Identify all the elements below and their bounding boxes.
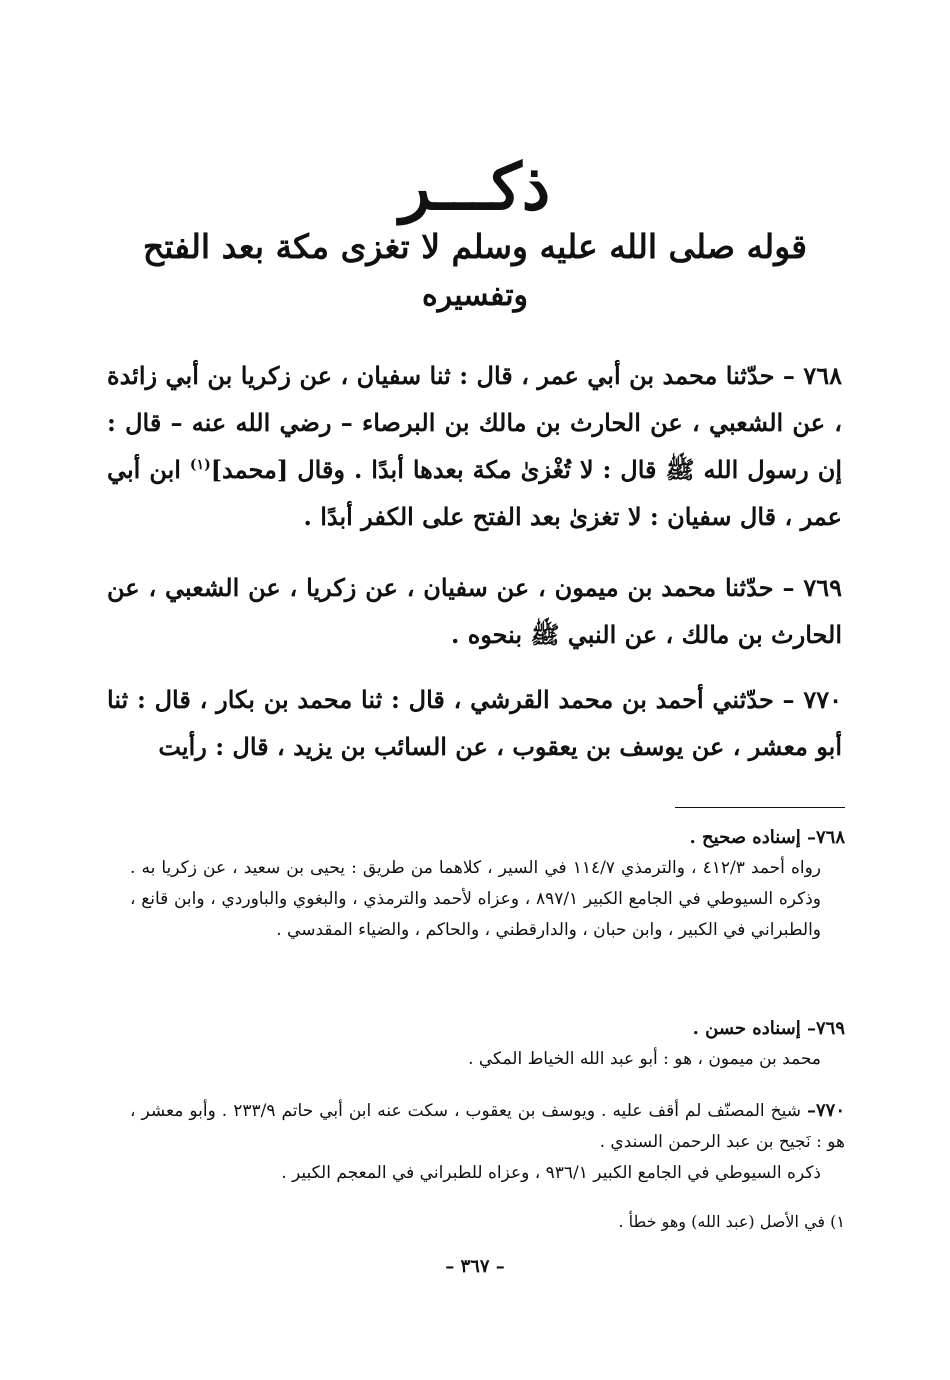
- hadith-text: حدّثنا محمد بن أبي عمر ، قال : ثنا سفيان ، عن زكريا بن أبي زائدة ، عن الشعبي ، عن الحارث بن مالك بن البرصاء – رضي الله عنه – قال : إن رسول الله ﷺ قال : لا تُغْزىٰ مكة بعدها أبدًا . وقال: [107, 361, 843, 484]
- hadith-bracket-name: [محمد]: [210, 455, 289, 484]
- note-769: [130, 1013, 845, 1075]
- hadith-text: حدّثنا محمد بن ميمون ، عن سفيان ، عن زكريا ، عن الشعبي ، عن الحارث بن مالك ، عن النبي ﷺ بنحوه .: [107, 573, 842, 649]
- hadith-768: [107, 352, 842, 540]
- hadith-770: [107, 676, 842, 770]
- note-label: ٧٦٨– إسناده صحيح .: [689, 827, 845, 848]
- note-text: [130, 1095, 845, 1158]
- hadith-number: ٧٦٨ –: [782, 361, 843, 390]
- note-extra: ذكره السيوطي في الجامع الكبير ٩٣٦/١ ، وعزاه للطبراني في المعجم الكبير .: [281, 1163, 821, 1183]
- hadith-number: ٧٧٠ –: [782, 685, 842, 714]
- hadith-769: [107, 564, 842, 658]
- footnote-ref: (١): [189, 457, 211, 473]
- note-768: [130, 822, 845, 946]
- note-text: رواه أحمد ٤١٢/٣ ، والترمذي ١١٤/٧ في السير ، كلاهما من طريق : يحيى بن سعيد ، عن زكريا به . وذكره السيوطي في الجامع الكبير ٨٩٧/١ ، وعزاه لأحمد والترمذي ، والبغوي والباوردي ، وابن قانع ، والطبراني في الكبير ، وابن حبان ، والدارقطني ، والحاكم ، والضياء المقدسي .: [130, 858, 822, 940]
- hadith-text-continued: ابن أبي عمر ، قال سفيان : لا تغزىٰ بعد الفتح على الكفر أبدًا .: [107, 455, 842, 531]
- footnote-divider: [675, 807, 845, 808]
- hadith-text: حدّثني أحمد بن محمد القرشي ، قال : ثنا محمد بن بكار ، قال : ثنا أبو معشر ، عن يوسف بن يعقوب ، عن السائب بن يزيد ، قال : رأيت: [107, 685, 842, 761]
- page-number: – ٣٦٧ –: [445, 1256, 505, 1277]
- chapter-subtitle: وتفسيره: [421, 278, 529, 313]
- section-heading-word: ذكـــر: [399, 150, 551, 225]
- note-770: [130, 1095, 845, 1189]
- hadith-number: ٧٦٩ –: [782, 573, 842, 602]
- note-body: شيخ المصنّف لم أقف عليه . ويوسف بن يعقوب ، سكت عنه ابن أبي حاتم ٢٣٣/٩ . وأبو معشر ، هو : نَجيح بن عبد الرحمن السندي .: [130, 1101, 845, 1152]
- page-footnote: ١) في الأصل (عبد الله) وهو خطأ .: [618, 1212, 845, 1231]
- note-text: محمد بن ميمون ، هو : أبو عبد الله الخياط المكي .: [468, 1049, 821, 1069]
- chapter-title: قوله صلى الله عليه وسلم لا تغزى مكة بعد الفتح: [142, 227, 808, 266]
- note-label: ٧٧٠–: [807, 1100, 846, 1121]
- note-label: ٧٦٩– إسناده حسن .: [692, 1018, 845, 1039]
